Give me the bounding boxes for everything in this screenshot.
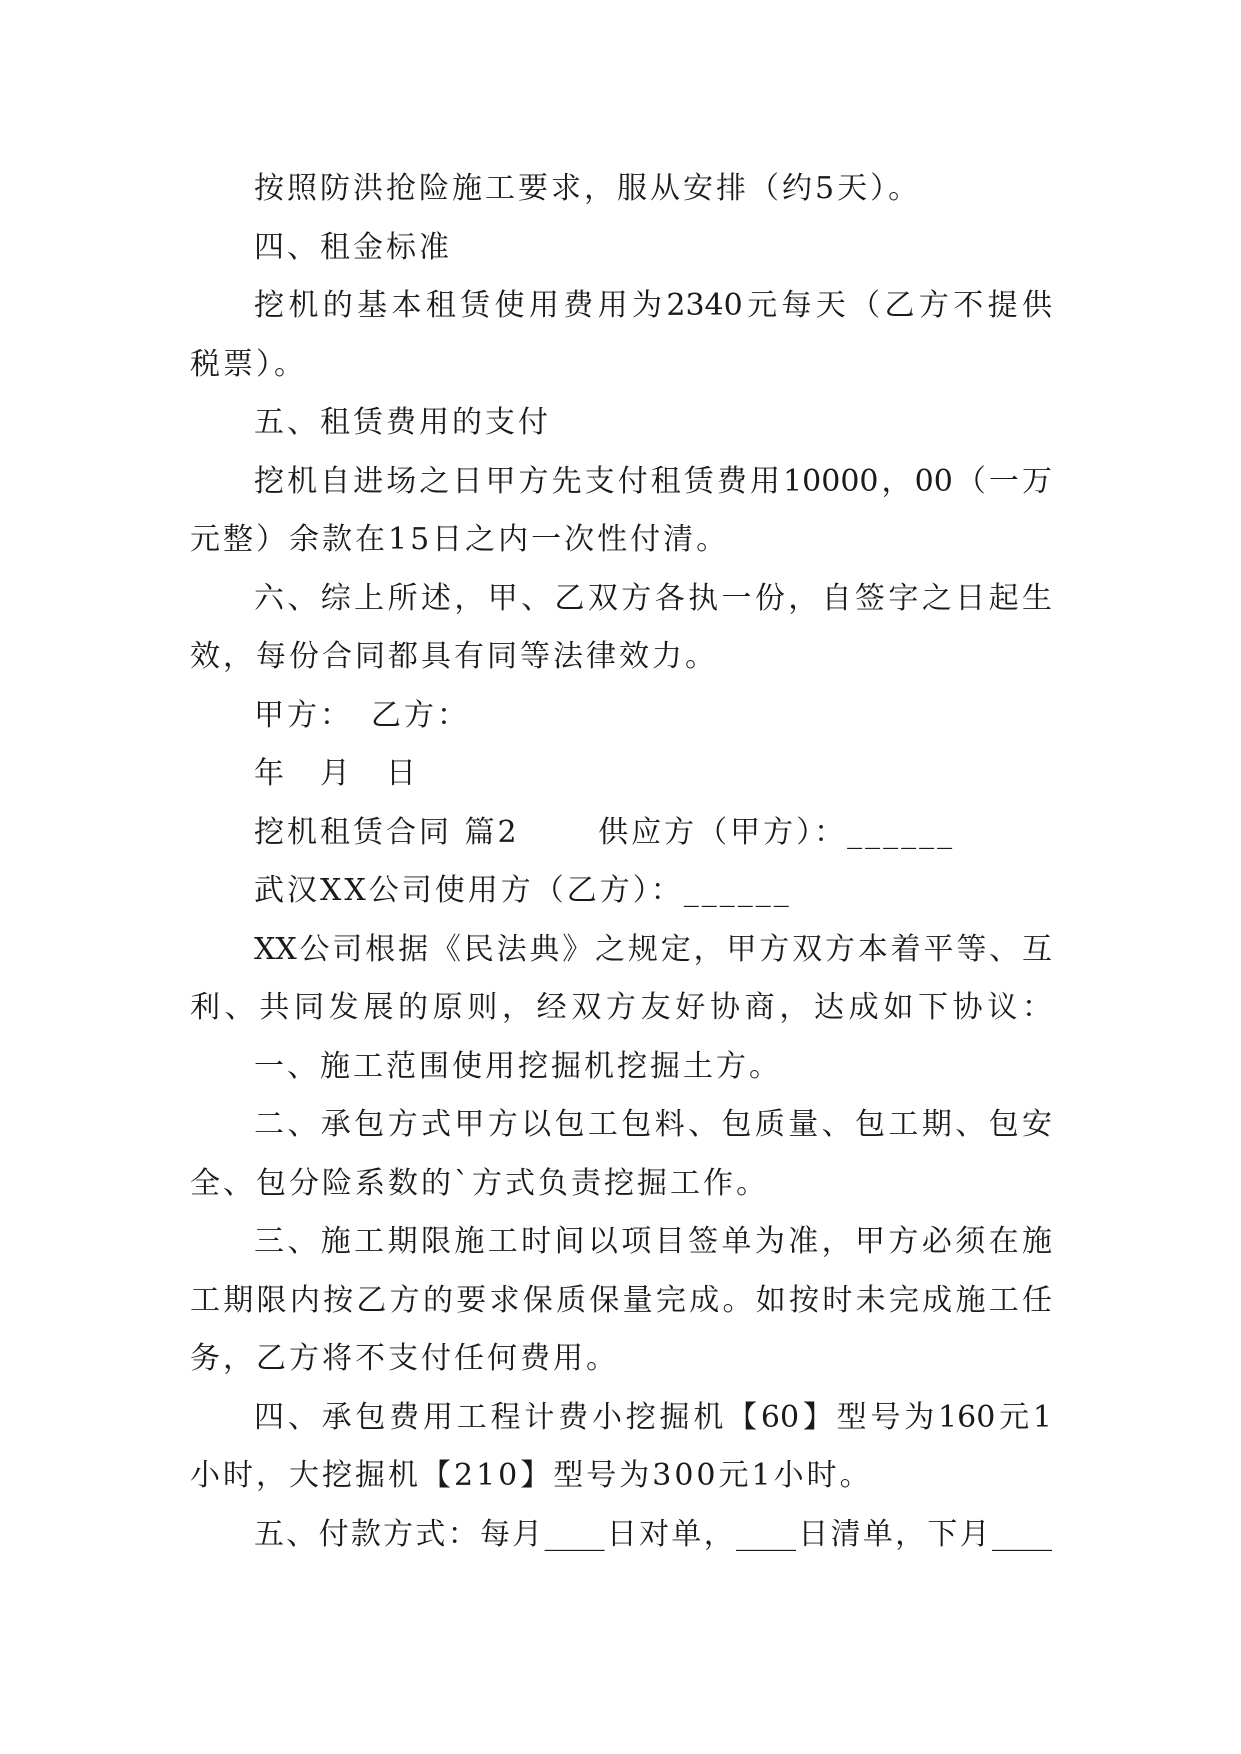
paragraph-line: 利、共同发展的原则，经双方友好协商，达成如下协议： <box>190 990 1052 1025</box>
paragraph-line: 挖机的基本租赁使用费用为2340元每天（乙方不提供 <box>254 288 1052 323</box>
paragraph-line: 小时，大挖掘机【210】型号为300元1小时。 <box>190 1458 873 1493</box>
signature-parties-line: 甲方： 乙方： <box>254 697 470 733</box>
paragraph-line: 按照防洪抢险施工要求，服从安排（约5天）。 <box>254 171 922 206</box>
party-line: 武汉XX公司使用方（乙方）：______ <box>254 873 792 908</box>
paragraph-line: 务，乙方将不支付任何费用。 <box>190 1341 619 1376</box>
clause-fees: 四、承包费用工程计费小挖掘机【60】型号为160元1 <box>254 1399 1052 1435</box>
paragraph-line: 工期限内按乙方的要求保质保量完成。如按时未完成施工任 <box>190 1282 1052 1318</box>
paragraph-line: 全、包分险系数的`方式负责挖掘工作。 <box>190 1165 769 1201</box>
clause-construction-period: 三、施工期限施工时间以项目签单为准，甲方必须在施 <box>254 1224 1052 1259</box>
paragraph-line: 效，每份合同都具有同等法律效力。 <box>190 639 718 674</box>
contract-title-line: 挖机租赁合同 篇2 供应方（甲方）：______ <box>254 814 956 850</box>
document-body <box>190 160 1052 1564</box>
paragraph-line: 元整）余款在15日之内一次性付清。 <box>190 522 730 557</box>
paragraph-line: 税票）。 <box>190 346 307 382</box>
section-heading-rent-standard: 四、租金标准 <box>254 229 452 265</box>
paragraph-line: XX公司根据《民法典》之规定，甲方双方本着平等、互 <box>254 931 1052 967</box>
paragraph-line: 挖机自进场之日甲方先支付租赁费用10000，00（一万 <box>254 463 1052 499</box>
section-heading-payment: 五、租赁费用的支付 <box>254 405 551 440</box>
date-line: 年 月 日 <box>254 756 419 791</box>
clause-contract-method: 二、承包方式甲方以包工包料、包质量、包工期、包安 <box>254 1107 1052 1142</box>
clause-payment-method: 五、付款方式：每月____日对单，____日清单，下月____ <box>254 1516 1052 1552</box>
paragraph-line: 六、综上所述，甲、乙双方各执一份，自签字之日起生 <box>254 580 1052 616</box>
clause-scope: 一、施工范围使用挖掘机挖掘土方。 <box>254 1048 782 1084</box>
